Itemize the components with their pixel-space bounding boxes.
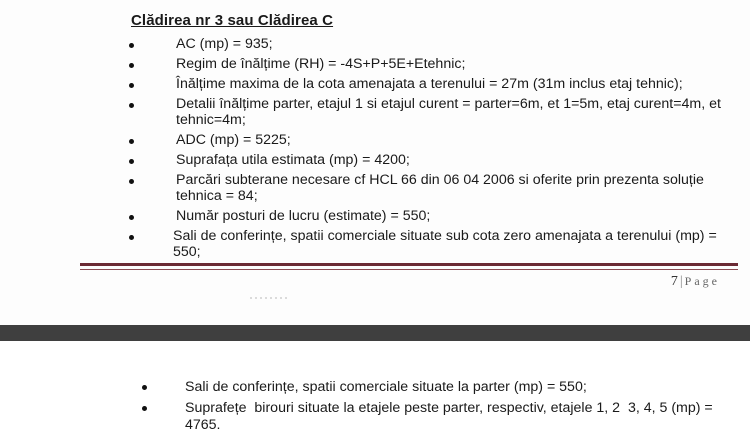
document-page-bottom bbox=[0, 341, 750, 446]
bullet-icon bbox=[129, 215, 134, 220]
list-item: Sali de conferințe, spatii comerciale situate sub cota zero amenajata a terenului (mp) = bbox=[173, 228, 717, 244]
bullet-icon bbox=[129, 83, 134, 88]
list-item: Parcări subterane necesare cf HCL 66 din 06 04 2006 si oferite prin prezenta soluție bbox=[176, 172, 704, 188]
bullet-icon bbox=[129, 179, 134, 184]
bullet-icon bbox=[142, 406, 147, 411]
bullet-icon bbox=[129, 159, 134, 164]
bullet-icon bbox=[129, 43, 134, 48]
page-footer bbox=[671, 274, 720, 290]
footer-rule bbox=[80, 263, 738, 266]
list-item: Regim de înălțime (RH) = -4S+P+5E+Etehnic; bbox=[176, 56, 466, 72]
list-item-continuation: tehnica = 84; bbox=[176, 188, 258, 204]
bullet-icon bbox=[142, 385, 147, 390]
bullet-icon bbox=[129, 63, 134, 68]
page-separator: | bbox=[679, 274, 683, 289]
list-item: Înălțime maxima de la cota amenajata a terenului = 27m (31m inclus etaj tehnic); bbox=[176, 76, 683, 92]
list-item: Număr posturi de lucru (estimate) = 550; bbox=[176, 208, 431, 224]
bullet-icon bbox=[129, 103, 134, 108]
list-item-continuation: 4765. bbox=[185, 417, 221, 433]
list-item-continuation: 550; bbox=[173, 244, 201, 260]
list-item-continuation: tehnic=4m; bbox=[176, 112, 246, 128]
list-item: Sali de conferințe, spatii comerciale situate la parter (mp) = 550; bbox=[185, 379, 587, 395]
list-item: ADC (mp) = 5225; bbox=[176, 132, 291, 148]
bullet-icon bbox=[129, 139, 134, 144]
list-item: AC (mp) = 935; bbox=[176, 36, 273, 52]
list-item: Suprafața utila estimata (mp) = 4200; bbox=[176, 152, 410, 168]
bullet-icon bbox=[129, 235, 134, 240]
page-label: Page bbox=[684, 274, 720, 288]
page-break-gap bbox=[0, 325, 750, 341]
footer-rule-thin bbox=[80, 269, 738, 270]
scan-artifact bbox=[250, 297, 290, 299]
page-number: 7 bbox=[670, 274, 678, 289]
list-item: Suprafețe birouri situate la etajele peste parter, respectiv, etajele 1, 2 3, 4, 5 (mp) = bbox=[185, 400, 713, 416]
list-item: Detalii înălțime parter, etajul 1 si etajul curent = parter=6m, et 1=5m, etaj curent=4m, et bbox=[176, 96, 721, 112]
section-heading: Clădirea nr 3 sau Clădirea C bbox=[131, 12, 334, 29]
